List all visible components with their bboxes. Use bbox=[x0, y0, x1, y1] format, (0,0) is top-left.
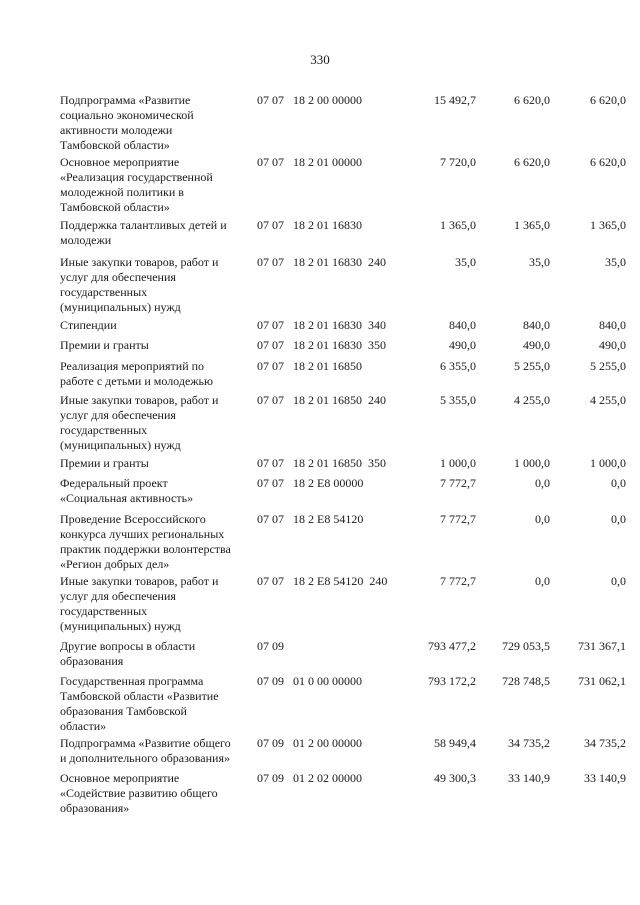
row-value-1: 58 949,4 bbox=[434, 736, 476, 750]
row-name: Иные закупки товаров, работ и услуг для обеспечения государственных (муниципальных) нужд bbox=[60, 574, 219, 633]
row-codes: 07 07 18 2 01 16830 bbox=[257, 218, 362, 232]
row-codes: 07 07 18 2 E8 54120 bbox=[257, 512, 364, 526]
row-codes: 07 07 18 2 00 00000 bbox=[257, 93, 362, 107]
row-value-1: 1 000,0 bbox=[440, 456, 476, 470]
row-value-2: 0,0 bbox=[535, 574, 550, 588]
row-value-2: 840,0 bbox=[523, 318, 550, 332]
row-value-2: 35,0 bbox=[529, 255, 550, 269]
row-value-3: 0,0 bbox=[611, 574, 626, 588]
row-value-3: 6 620,0 bbox=[590, 93, 626, 107]
row-name: Иные закупки товаров, работ и услуг для обеспечения государственных (муниципальных) нужд bbox=[60, 255, 219, 314]
row-value-1: 5 355,0 bbox=[440, 393, 476, 407]
row-name: Государственная программа Тамбовской области «Развитие образования Тамбовской области» bbox=[60, 674, 219, 733]
row-value-1: 6 355,0 bbox=[440, 359, 476, 373]
row-value-2: 490,0 bbox=[523, 338, 550, 352]
row-codes: 07 07 18 2 01 16830 340 bbox=[257, 318, 386, 332]
row-value-1: 793 477,2 bbox=[428, 639, 476, 653]
row-value-3: 35,0 bbox=[605, 255, 626, 269]
row-codes: 07 09 01 2 02 00000 bbox=[257, 771, 362, 785]
row-value-2: 33 140,9 bbox=[508, 771, 550, 785]
row-codes: 07 07 18 2 01 16850 240 bbox=[257, 393, 386, 407]
row-codes: 07 07 18 2 01 16830 240 bbox=[257, 255, 386, 269]
row-value-3: 490,0 bbox=[599, 338, 626, 352]
row-name: Проведение Всероссийского конкурса лучших региональных практик поддержки волонтерства «Регион добрых дел» bbox=[60, 512, 231, 571]
row-name: Премии и гранты bbox=[60, 456, 149, 470]
row-value-1: 15 492,7 bbox=[434, 93, 476, 107]
row-value-1: 7 772,7 bbox=[440, 512, 476, 526]
row-codes: 07 07 18 2 01 00000 bbox=[257, 155, 362, 169]
row-value-1: 35,0 bbox=[455, 255, 476, 269]
row-value-3: 4 255,0 bbox=[590, 393, 626, 407]
row-codes: 07 07 18 2 01 16850 350 bbox=[257, 456, 386, 470]
page-number: 330 bbox=[310, 52, 330, 67]
row-value-1: 490,0 bbox=[449, 338, 476, 352]
row-value-2: 729 053,5 bbox=[502, 639, 550, 653]
row-value-1: 840,0 bbox=[449, 318, 476, 332]
row-value-2: 4 255,0 bbox=[514, 393, 550, 407]
row-name: Стипендии bbox=[60, 318, 117, 332]
row-codes: 07 09 01 2 00 00000 bbox=[257, 736, 362, 750]
row-value-3: 1 000,0 bbox=[590, 456, 626, 470]
row-value-2: 1 365,0 bbox=[514, 218, 550, 232]
row-value-1: 1 365,0 bbox=[440, 218, 476, 232]
row-value-1: 49 300,3 bbox=[434, 771, 476, 785]
row-value-3: 731 062,1 bbox=[578, 674, 626, 688]
row-name: Другие вопросы в области образования bbox=[60, 639, 196, 668]
row-value-2: 6 620,0 bbox=[514, 155, 550, 169]
row-value-2: 1 000,0 bbox=[514, 456, 550, 470]
row-value-3: 0,0 bbox=[611, 512, 626, 526]
row-codes: 07 07 18 2 E8 00000 bbox=[257, 476, 364, 490]
row-codes: 07 09 bbox=[257, 639, 284, 653]
row-value-2: 728 748,5 bbox=[502, 674, 550, 688]
row-value-3: 840,0 bbox=[599, 318, 626, 332]
row-value-3: 0,0 bbox=[611, 476, 626, 490]
row-value-3: 33 140,9 bbox=[584, 771, 626, 785]
row-name: Подпрограмма «Развитие общего и дополнительного образования» bbox=[60, 736, 231, 765]
row-value-1: 7 772,7 bbox=[440, 574, 476, 588]
row-value-3: 731 367,1 bbox=[578, 639, 626, 653]
row-name: Премии и гранты bbox=[60, 338, 149, 352]
row-codes: 07 07 18 2 E8 54120 240 bbox=[257, 574, 388, 588]
row-value-2: 5 255,0 bbox=[514, 359, 550, 373]
row-name: Основное мероприятие «Содействие развитию общего образования» bbox=[60, 771, 218, 815]
row-name: Поддержка талантливых детей и молодежи bbox=[60, 218, 227, 247]
row-value-1: 7 720,0 bbox=[440, 155, 476, 169]
row-value-3: 6 620,0 bbox=[590, 155, 626, 169]
row-name: Федеральный проект «Социальная активность» bbox=[60, 476, 194, 505]
row-value-3: 5 255,0 bbox=[590, 359, 626, 373]
row-value-1: 793 172,2 bbox=[428, 674, 476, 688]
row-value-2: 6 620,0 bbox=[514, 93, 550, 107]
row-name: Основное мероприятие «Реализация государственной молодежной политики в Тамбовской области» bbox=[60, 155, 213, 214]
row-name: Подпрограмма «Развитие социально экономической активности молодежи Тамбовской области» bbox=[60, 93, 194, 152]
row-name: Реализация мероприятий по работе с детьми и молодежью bbox=[60, 359, 213, 388]
row-name: Иные закупки товаров, работ и услуг для обеспечения государственных (муниципальных) нужд bbox=[60, 393, 219, 452]
row-value-3: 1 365,0 bbox=[590, 218, 626, 232]
row-codes: 07 07 18 2 01 16850 bbox=[257, 359, 362, 373]
row-value-3: 34 735,2 bbox=[584, 736, 626, 750]
row-codes: 07 09 01 0 00 00000 bbox=[257, 674, 362, 688]
row-value-1: 7 772,7 bbox=[440, 476, 476, 490]
row-value-2: 0,0 bbox=[535, 512, 550, 526]
row-value-2: 34 735,2 bbox=[508, 736, 550, 750]
row-codes: 07 07 18 2 01 16830 350 bbox=[257, 338, 386, 352]
row-value-2: 0,0 bbox=[535, 476, 550, 490]
